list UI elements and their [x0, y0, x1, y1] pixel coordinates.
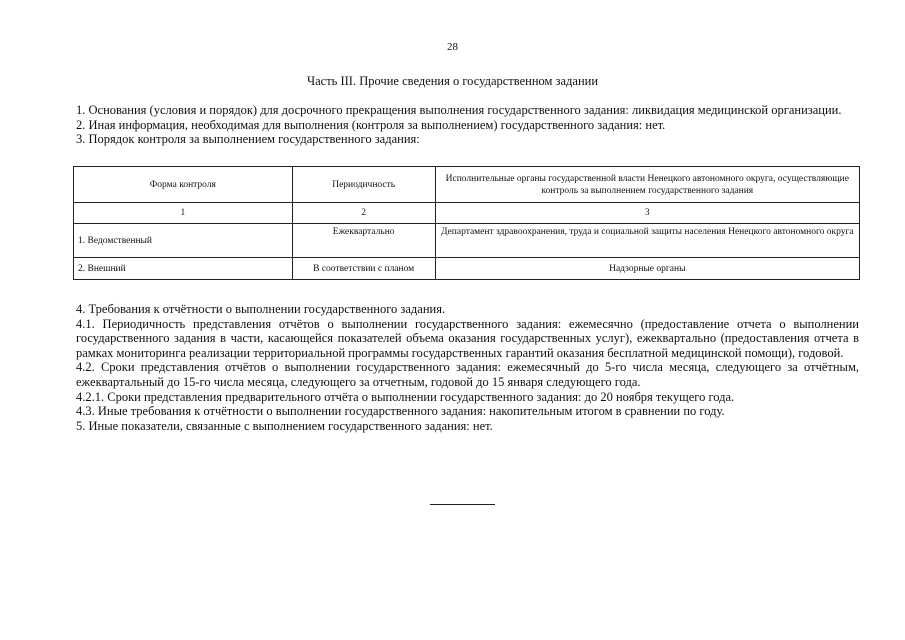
table-row	[74, 224, 860, 258]
table-number-cell: 3	[435, 203, 859, 224]
table-cell: 2. Внешний	[74, 258, 293, 280]
table-number-cell: 2	[292, 203, 435, 224]
table-cell: Департамент здравоохранения, труда и социальной защиты населения Ненецкого автономного округа	[435, 224, 859, 258]
table-header-row	[74, 167, 860, 203]
control-table	[73, 166, 860, 280]
table-header-cell: Периодичность	[292, 167, 435, 203]
intro-item-other-info: 2. Иная информация, необходимая для выполнения (контроля за выполнением) государственного задания: нет.	[76, 117, 666, 132]
table-cell: 1. Ведомственный	[74, 224, 293, 258]
requirement-item: 4.2.1. Сроки представления предварительного отчёта о выполнении государственного задания: до 20 ноября текущего года.	[76, 389, 735, 404]
table-row	[74, 258, 860, 280]
table-number-cell: 1	[74, 203, 293, 224]
intro-section	[76, 103, 866, 147]
table-cell: В соответствии с планом	[292, 258, 435, 280]
table-header-cell: Исполнительные органы государственной власти Ненецкого автономного округа, осуществляющие контроль за выполнением государственного задания	[435, 167, 859, 203]
table-cell: Надзорные органы	[435, 258, 859, 280]
requirement-item: 4.2. Сроки представления отчётов о выполнении государственного задания: ежемесячный до 5-го числа месяца, следующего за отчётным, ежеквартальный до 15-го числа месяца, следующего за отчетным, годовой до 15 января следующего года.	[76, 360, 859, 389]
part-title: Часть III. Прочие сведения о государственном задании	[306, 74, 599, 88]
intro-item-termination: 1. Основания (условия и порядок) для досрочного прекращения выполнения государственного задания: ликвидация медицинской организации.	[76, 103, 842, 117]
table-cell: Ежеквартально	[292, 224, 435, 258]
requirement-item: 4.1. Периодичность представления отчётов о выполнении государственного задания: ежемесячно (предоставление отчета о выполнении государственного задания в части, касающейся показателей объема оказания государственных услуг), ежеквартально (предоставления отчета в рамках мониторинга реализации территориальной программы государственных гарантий оказания бесплатной медицинской помощи), годовой.	[76, 316, 859, 360]
requirement-item: 4.3. Иные требования к отчётности о выполнении государственного задания: накопительным итогом в сравнении по году.	[76, 404, 725, 419]
requirement-item: 5. Иные показатели, связанные с выполнением государственного задания: нет.	[76, 418, 493, 433]
end-divider	[430, 504, 495, 505]
page-number: 28	[447, 41, 458, 53]
table-number-row	[74, 203, 860, 224]
intro-item-control-order: 3. Порядок контроля за выполнением государственного задания:	[76, 132, 420, 146]
table-header-cell: Форма контроля	[74, 167, 293, 203]
requirements-section	[76, 302, 859, 433]
requirement-item: 4. Требования к отчётности о выполнении государственного задания.	[76, 302, 446, 316]
